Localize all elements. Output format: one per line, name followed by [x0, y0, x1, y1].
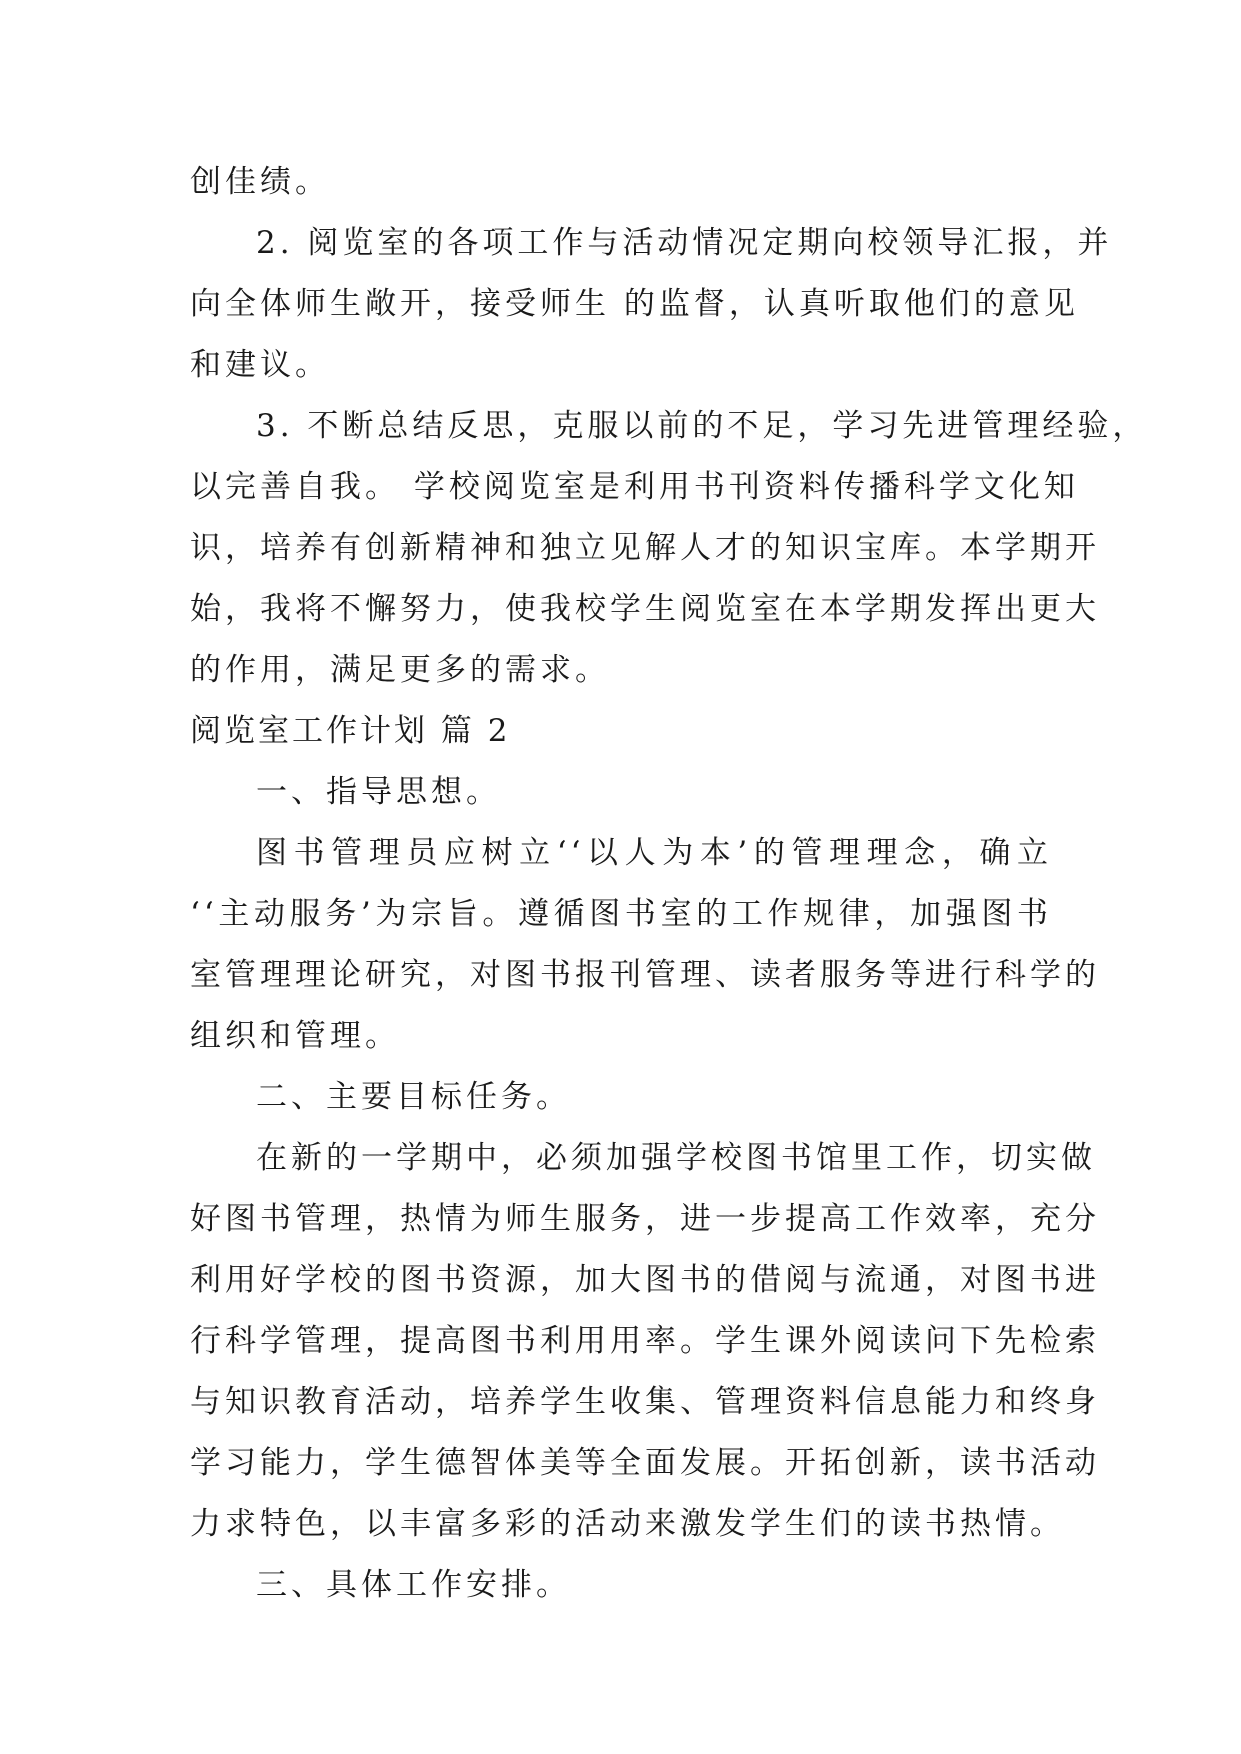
list-item-2-line: 2. 阅览室的各项工作与活动情况定期向校领导汇报，并 [256, 225, 1113, 261]
text-line: 与知识教育活动，培养学生收集、管理资料信息能力和终身 [190, 1384, 1100, 1420]
text-line: ‘‘主动服务’为宗旨。遵循图书室的工作规律，加强图书 [190, 896, 1052, 932]
section-heading: 阅览室工作计划 篇 2 [190, 713, 511, 749]
text-line: 学习能力，学生德智体美等全面发展。开拓创新，读书活动 [190, 1445, 1100, 1481]
list-item-3-line: 3. 不断总结反思，克服以前的不足，学习先进管理经验， [256, 408, 1148, 444]
text-line: 好图书管理，热情为师生服务，进一步提高工作效率，充分 [190, 1201, 1100, 1237]
subheading-main-goals: 二、主要目标任务。 [256, 1079, 571, 1115]
text-line: 识，培养有创新精神和独立见解人才的知识宝库。本学期开 [190, 530, 1100, 566]
text-line: 在新的一学期中，必须加强学校图书馆里工作，切实做 [256, 1140, 1096, 1176]
text-line: 利用好学校的图书资源，加大图书的借阅与流通，对图书进 [190, 1262, 1100, 1298]
text-line: 以完善自我。 学校阅览室是利用书刊资料传播科学文化知 [190, 469, 1079, 505]
text-line: 创佳绩。 [190, 164, 330, 200]
text-line: 图书管理员应树立‘‘以人为本’的管理理念，确立 [256, 835, 1052, 871]
subheading-work-arrangements: 三、具体工作安排。 [256, 1567, 571, 1603]
text-line: 行科学管理，提高图书利用用率。学生课外阅读问下先检索 [190, 1323, 1100, 1359]
document-body [190, 152, 1148, 1616]
text-line: 始，我将不懈努力，使我校学生阅览室在本学期发挥出更大 [190, 591, 1100, 627]
text-line: 向全体师生敞开，接受师生 的监督，认真听取他们的意见 [190, 286, 1079, 322]
text-line: 室管理理论研究，对图书报刊管理、读者服务等进行科学的 [190, 957, 1100, 993]
text-line: 和建议。 [190, 347, 330, 383]
text-line: 的作用，满足更多的需求。 [190, 652, 610, 688]
text-line: 力求特色，以丰富多彩的活动来激发学生们的读书热情。 [190, 1506, 1065, 1542]
text-line: 组织和管理。 [190, 1018, 400, 1054]
subheading-guiding-thought: 一、指导思想。 [256, 774, 501, 810]
